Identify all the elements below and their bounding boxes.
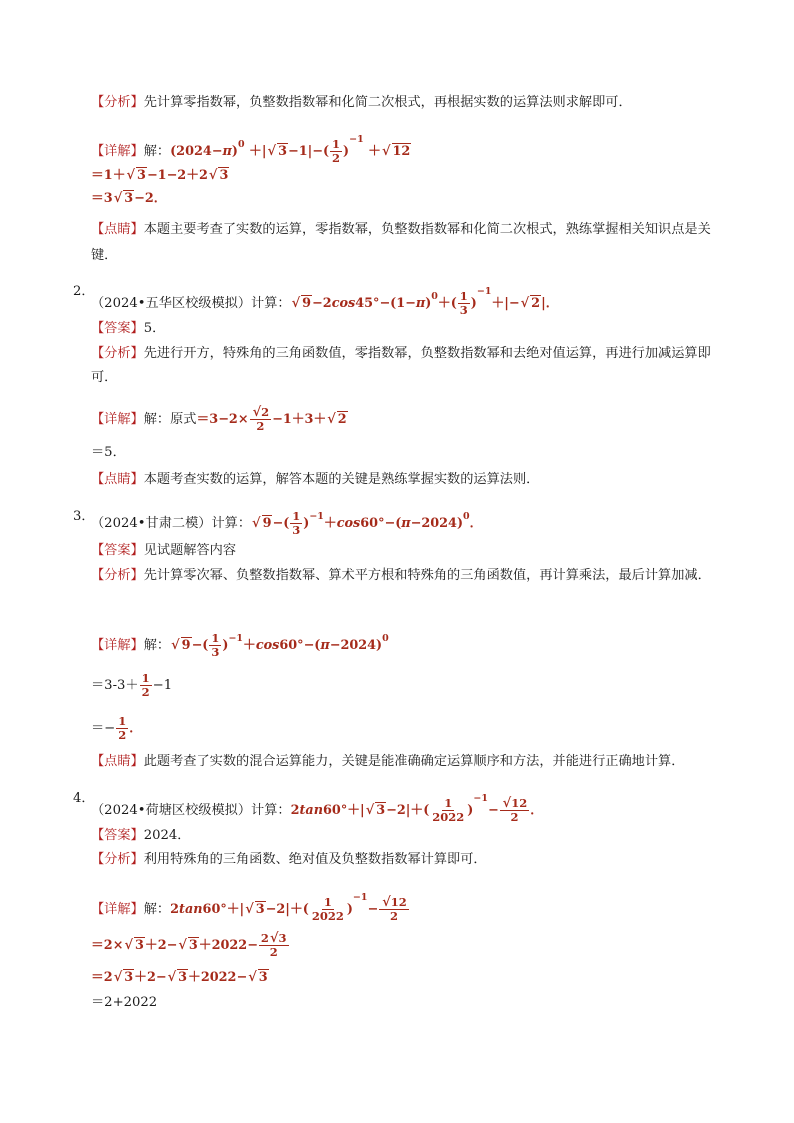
p2-expression-solution: ＝3−2× $\frac{√2}{2}$ −1＋3＋√ 2 — [196, 405, 347, 433]
p4-analysis — [91, 850, 734, 870]
comment-text: 本题主要考查了实数的运算，零指数幂，负整数指数幂和化简二次根式，熟练掌握相关知识点是关键． — [91, 222, 711, 263]
p3-analysis — [91, 564, 734, 588]
comment-tag: 【点睛】 — [91, 222, 144, 237]
p3-number: 3． — [73, 509, 95, 524]
p3-source: （2024•甘肃二模）计算： — [91, 516, 252, 531]
comment-tag: 【点睛】 — [91, 472, 144, 487]
analysis-text: 先计算零指数幂，负整数指数幂和化简二次根式，再根据实数的运算法则求解即可． — [143, 95, 632, 110]
p4-step3: ＝2+2022 — [91, 995, 158, 1010]
p4-detail — [91, 888, 734, 923]
p1-step1-text: ＝1＋√ 3−1−2＋2√ 3 — [91, 168, 229, 183]
analysis-tag: 【分析】 — [91, 852, 144, 867]
p3-comment — [91, 752, 734, 772]
analysis-tag: 【分析】 — [91, 346, 144, 361]
comment-tag: 【点睛】 — [91, 754, 144, 769]
p4-step2-text: ＝2√ 3＋2−√ 3＋2022−√ 3 — [91, 970, 268, 985]
p1-step1 — [91, 166, 734, 186]
answer-text: 5． — [143, 321, 166, 336]
p1-step2 — [91, 189, 734, 209]
comment-text: 此题考查了实数的混合运算能力，关键是能准确确定运算顺序和方法，并能进行正确地计算． — [143, 754, 685, 769]
analysis-tag: 【分析】 — [91, 95, 144, 110]
analysis-tag: 【分析】 — [91, 568, 144, 583]
p4-source: （2024•荷塘区校级模拟）计算： — [91, 803, 291, 818]
p3-step1-lead: ＝3-3＋ — [91, 678, 139, 693]
p2-expression: √ $9-2\cos 45^\circ-(1-\pi)^0+$( $\frac{1}{3}$ )$^{-1}$＋|−√ 2|． — [291, 286, 559, 317]
comment-text: 本题考查实数的运算，解答本题的关键是熟练掌握实数的运算法则． — [143, 472, 540, 487]
p4-number: 4． — [73, 791, 95, 806]
p3-step2-frac: $\frac{1}{2}$ ． — [118, 714, 143, 742]
p3-expression: √ 9−( $\frac{1}{3}$ )$^{-1}+\cos 60^\circ-(\pi-2024)^0$． — [252, 509, 483, 537]
p2-number: 2． — [73, 284, 95, 299]
p3-step1-frac: $\frac{1}{2}$ — [141, 671, 150, 699]
p3-step2 — [91, 715, 734, 742]
p2-analysis — [91, 342, 734, 390]
p1-expression: $(2024-\pi)^0$ ＋|√ 3−1|−( $\frac{1}{2}$ )$^{-1}$ ＋√ 12 — [170, 134, 411, 165]
detail-lead: 解： — [143, 144, 171, 159]
answer-text: 2024． — [143, 828, 191, 843]
p3-step1-tail: −1 — [152, 678, 173, 693]
p1-step2-text: ＝3√ 3−2． — [91, 191, 167, 206]
p3-detail — [91, 629, 734, 659]
analysis-text: 先计算零次幂、负整数指数幂、算术平方根和特殊角的三角函数值，再计算乘法，最后计算加减． — [143, 568, 711, 583]
p3-answer — [91, 541, 734, 561]
p4-answer — [91, 826, 734, 846]
p2-answer — [91, 319, 734, 339]
detail-tag: 【详解】 — [91, 412, 144, 427]
answer-tag: 【答案】 — [91, 828, 144, 843]
p3-step1 — [91, 672, 734, 699]
p4-expression-solution: 2tan60°＋|√ 3−2|＋( $\frac{1}{2022}$ )$^{-1}$− $\frac{√12}{2}$ — [170, 892, 407, 923]
p4-question — [91, 789, 734, 824]
p4-step1-text: ＝2×√ 3＋2−√ 3＋2022− $\frac{2√3}{2}$ — [91, 931, 287, 959]
p2-result: ＝5． — [91, 445, 126, 460]
p2-detail — [91, 406, 734, 433]
detail-lead: 解： — [143, 902, 171, 917]
p4-expression: 2tan60°＋|√ 3−2|＋( $\frac{1}{2022}$ )$^{-1}$− $\frac{√12}{2}$ ． — [290, 793, 544, 824]
answer-text: 见试题解答内容 — [143, 543, 237, 558]
detail-tag: 【详解】 — [91, 638, 144, 653]
p2-comment — [91, 470, 734, 490]
p3-expression-solution: √ 9−( $\frac{1}{3}$ )$^{-1}+\cos 60^\circ-(\pi-2024)^0$ — [171, 631, 389, 659]
p4-step1 — [91, 932, 734, 959]
p2-source: （2024•五华区校级模拟）计算： — [91, 296, 291, 311]
p3-question — [91, 507, 734, 537]
analysis-text: 先进行开方，特殊角的三角函数值，零指数幂，负整数指数幂和去绝对值运算，再进行加减运算即可． — [91, 346, 711, 385]
answer-tag: 【答案】 — [91, 321, 144, 336]
p1-detail — [91, 130, 734, 165]
p3-step2-lead: ＝− — [91, 721, 116, 736]
analysis-text: 利用特殊角的三角函数、绝对值及负整数指数幂计算即可． — [143, 852, 487, 867]
detail-lead: 解：原式 — [143, 412, 197, 427]
p1-analysis — [91, 93, 734, 113]
answer-tag: 【答案】 — [91, 543, 144, 558]
p2-question — [91, 282, 734, 317]
detail-lead: 解： — [143, 638, 171, 653]
p4-step2 — [91, 968, 734, 988]
detail-tag: 【详解】 — [91, 144, 144, 159]
p1-comment — [91, 217, 734, 269]
detail-tag: 【详解】 — [91, 902, 144, 917]
